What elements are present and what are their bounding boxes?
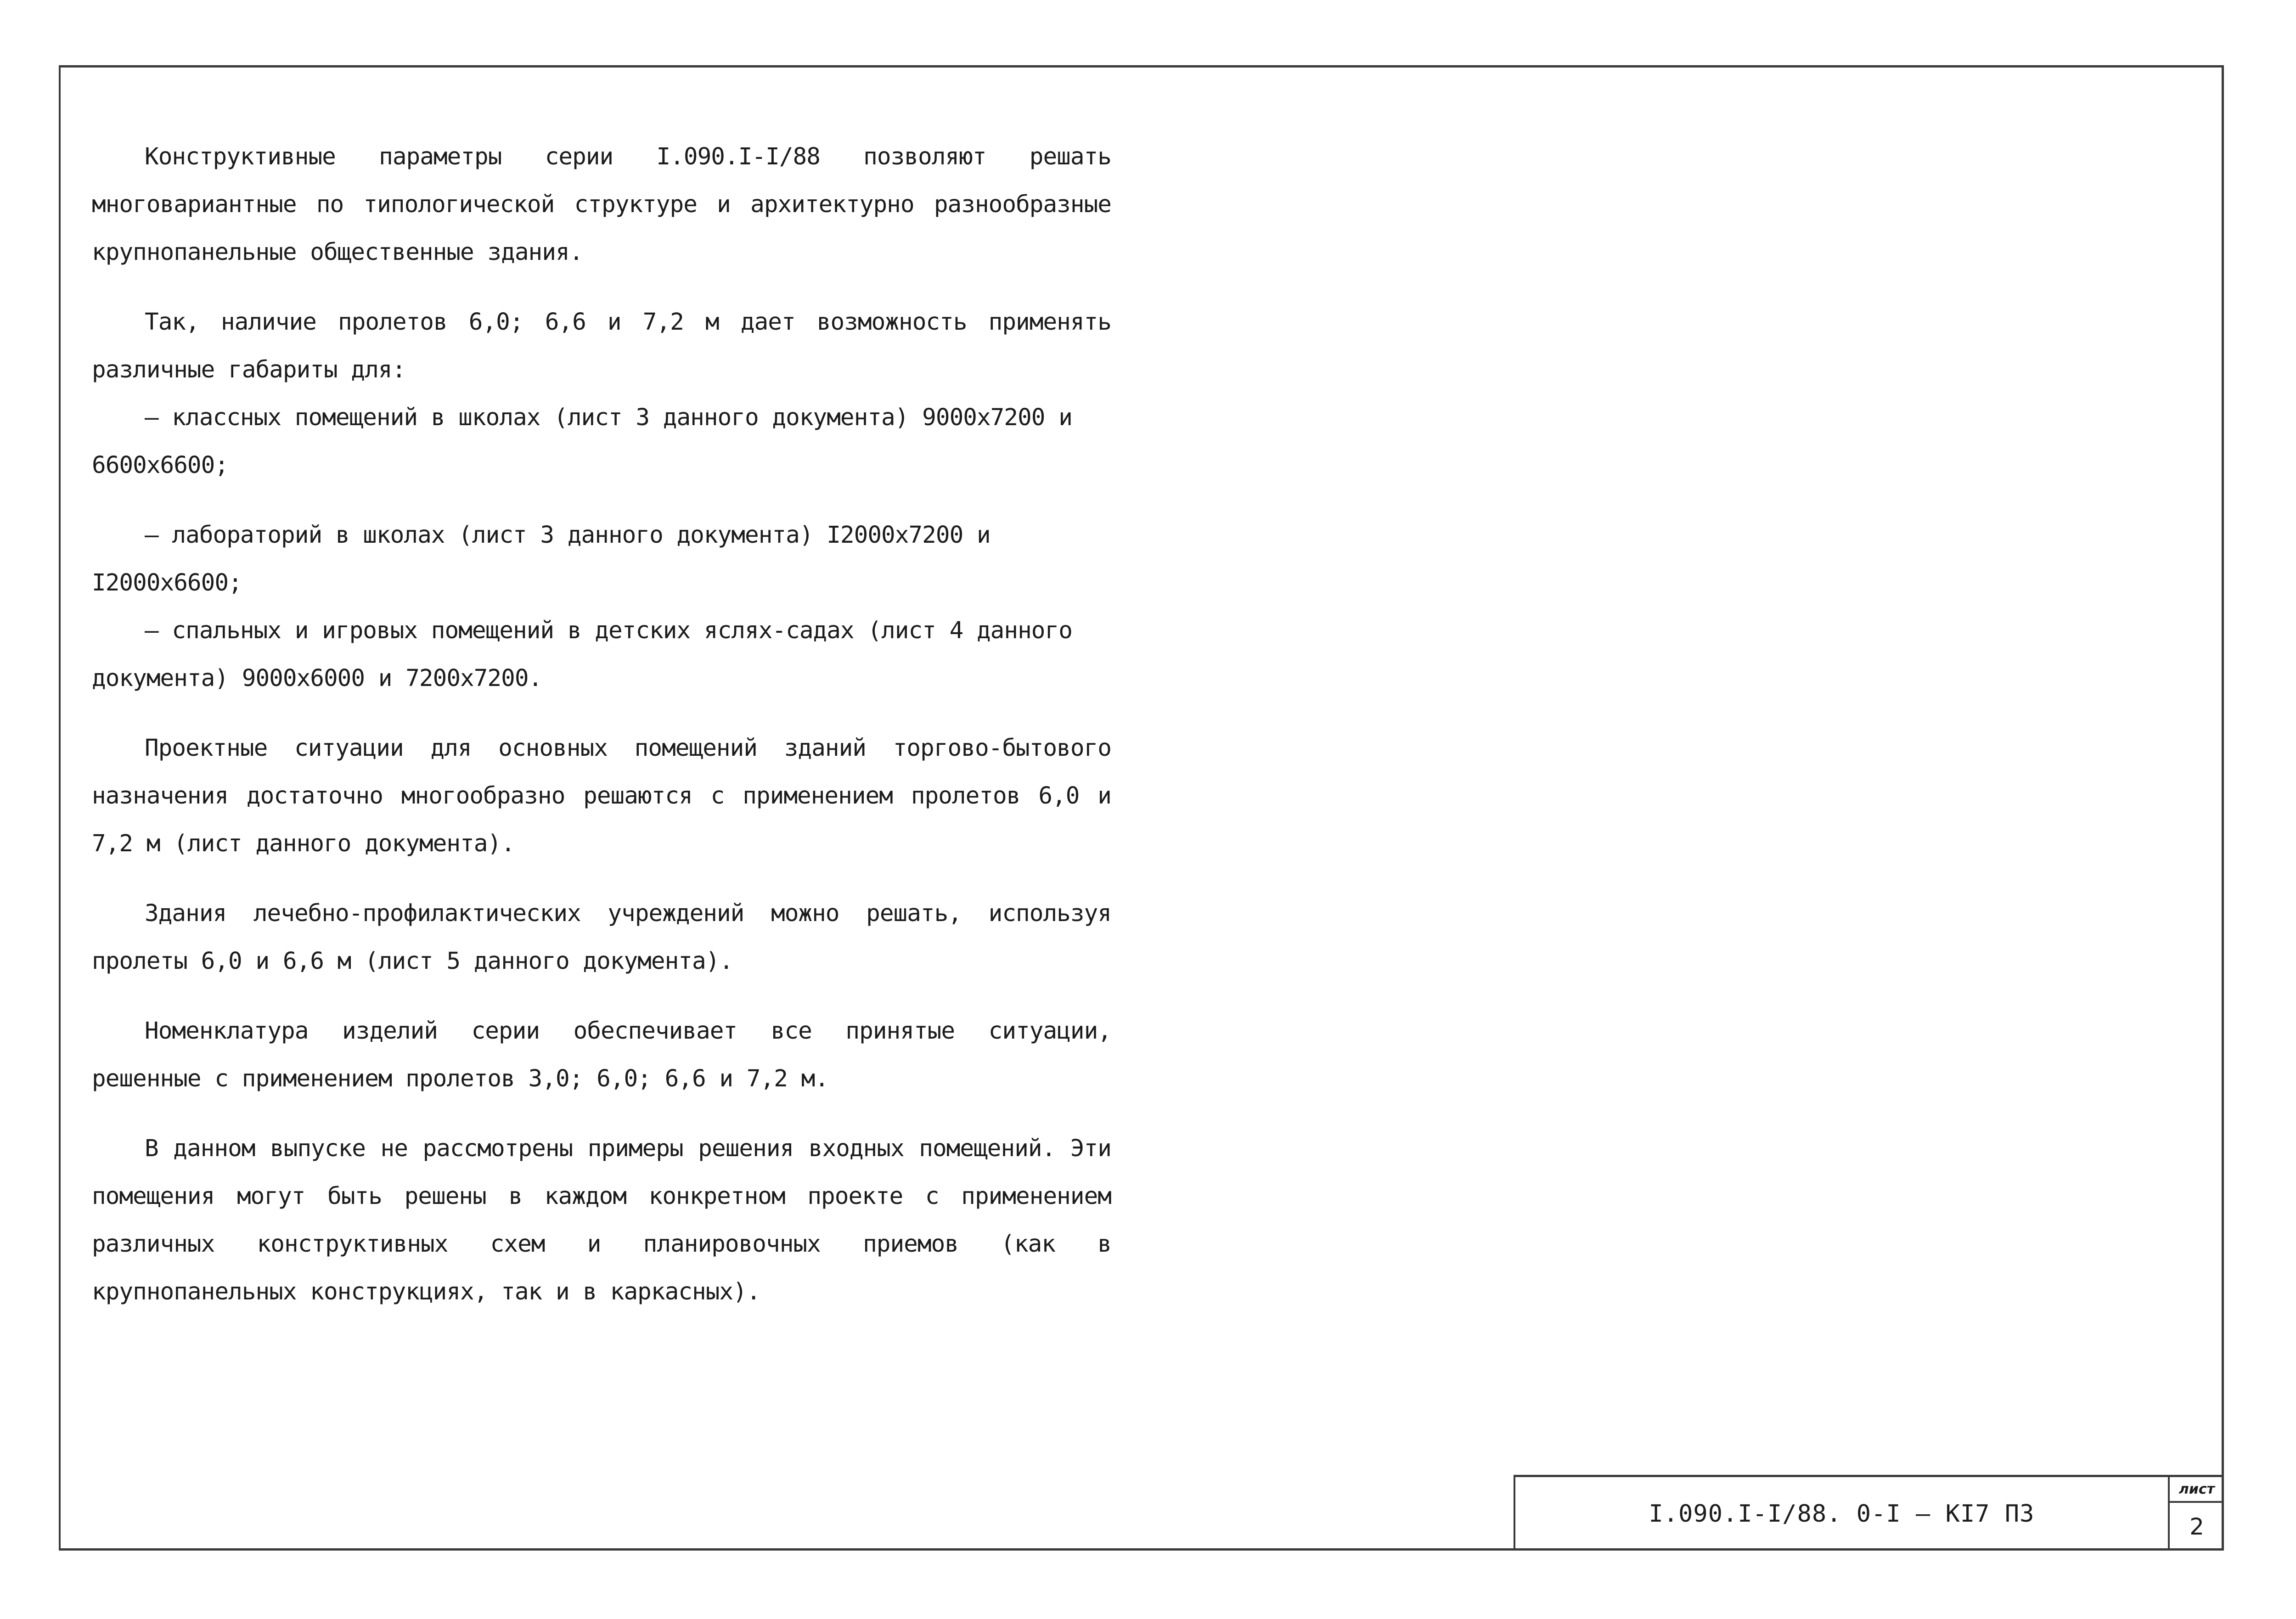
document-code: I.090.I-I/88. 0-I – КI7 ПЗ [1515, 1477, 2170, 1551]
paragraph-intro: Конструктивные параметры серии I.090.I-I/88 позволяют решать многовариантные по типологической структуре и архитектурно разнообразные крупнопанельные общественные здания. [92, 143, 1111, 266]
list-item-classrooms: – классных помещений в школах (лист 3 данного документа) 9000х7200 и 6600х6600; [92, 404, 1072, 479]
paragraph-entrance-rooms: В данном выпуске не рассмотрены примеры решения входных помещений. Эти помещения могут быть решены в каждом конкретном проекте с применением различных конструктивных схем и планировочных приемов (как в крупнопанельных конструкциях, так и в каркасных). [92, 1135, 1111, 1305]
title-block-stamp [1514, 1475, 2224, 1551]
sheet-label: лист [2170, 1477, 2224, 1503]
paragraph-trade-buildings: Проектные ситуации для основных помещений зданий торгово-бытового назначения достаточно многообразно решаются с применением пролетов 6,0 и 7,2 м (лист данного документа). [92, 735, 1111, 857]
paragraph-nomenclature: Номенклатура изделий серии обеспечивает все принятые ситуации, решенные с применением пролетов 3,0; 6,0; 6,6 и 7,2 м. [92, 1017, 1111, 1092]
sheet-number: 2 [2189, 1513, 2204, 1540]
paragraph-spans: Так, наличие пролетов 6,0; 6,6 и 7,2 м дает возможность применять различные габариты для: [92, 309, 1111, 383]
list-item-kindergarten: – спальных и игровых помещений в детских яслях-садах (лист 4 данного документа) 9000х6000 и 7200х7200. [92, 617, 1072, 692]
explanatory-note-text [92, 133, 1111, 1338]
paragraph-medical-buildings: Здания лечебно-профилактических учреждений можно решать, используя пролеты 6,0 и 6,6 м (лист 5 данного документа). [92, 900, 1111, 975]
list-item-laboratories: – лабораторий в школах (лист 3 данного документа) I2000х7200 и I2000х6600; [92, 522, 990, 596]
